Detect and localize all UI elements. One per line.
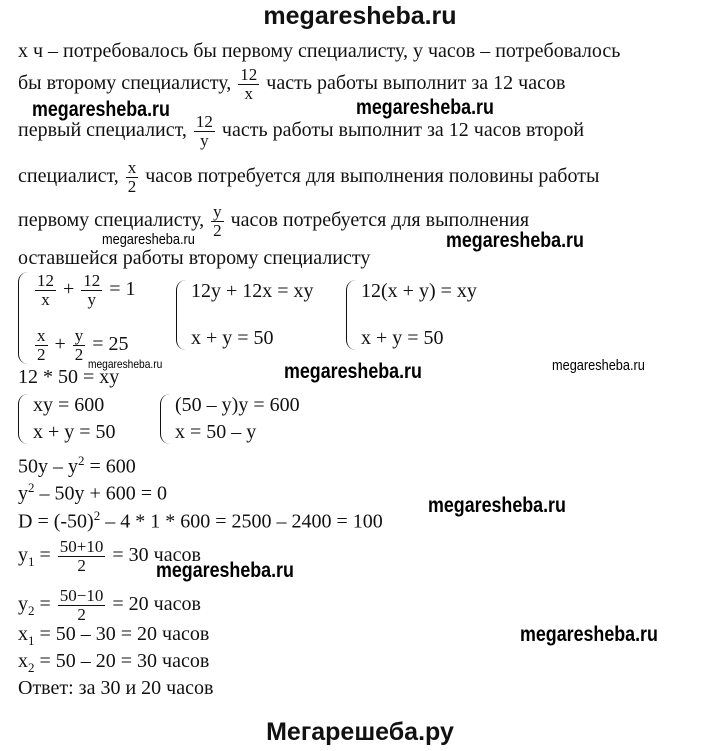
system-4 bbox=[18, 394, 116, 444]
system-row: xy = 600 bbox=[33, 394, 105, 416]
fraction bbox=[35, 327, 48, 364]
text: специалист, bbox=[18, 165, 119, 188]
t: = bbox=[34, 544, 56, 567]
denominator: 2 bbox=[74, 345, 84, 364]
t: D = (-50) bbox=[18, 510, 94, 533]
brace bbox=[160, 394, 171, 444]
rhs: = 1 bbox=[109, 278, 136, 301]
text: первый специалист, bbox=[18, 119, 187, 142]
denominator: 2 bbox=[77, 556, 86, 575]
text: часов потребуется для выполнения bbox=[230, 209, 530, 232]
t: = 50 – 30 = 20 часов bbox=[34, 623, 210, 645]
subscript: 2 bbox=[28, 603, 35, 619]
denominator: 2 bbox=[37, 345, 46, 364]
text: часть работы выполнит за 12 часов bbox=[266, 72, 566, 95]
watermark: megaresheba.ru bbox=[284, 360, 422, 383]
t: x bbox=[18, 623, 28, 645]
root-x2 bbox=[18, 650, 209, 679]
t: – 50y + 600 = 0 bbox=[34, 482, 168, 505]
exponent: 2 bbox=[93, 508, 101, 523]
subscript: 2 bbox=[28, 660, 35, 675]
t: – 4 * 1 * 600 = 2500 – 2400 = 100 bbox=[100, 510, 383, 533]
root-y2 bbox=[18, 587, 201, 624]
system-row: x = 50 – y bbox=[175, 421, 257, 443]
text-line-6: оставшейся работы второму специалисту bbox=[18, 247, 371, 269]
exponent: 2 bbox=[28, 480, 35, 495]
fraction bbox=[35, 272, 56, 309]
fraction bbox=[73, 327, 86, 364]
brace bbox=[346, 280, 357, 350]
fraction bbox=[58, 587, 106, 624]
watermark: megaresheba.ru bbox=[88, 357, 163, 371]
numerator: 12 bbox=[240, 65, 258, 84]
fraction-y-2 bbox=[211, 203, 224, 240]
system-3 bbox=[346, 280, 477, 350]
system-5 bbox=[160, 394, 300, 444]
t: = 50 – 20 = 30 часов bbox=[34, 650, 210, 672]
system-1 bbox=[18, 272, 136, 364]
subscript: 1 bbox=[28, 633, 35, 648]
fraction-x-2 bbox=[126, 159, 139, 196]
watermark: megaresheba.ru bbox=[156, 559, 294, 582]
watermark: megaresheba.ru bbox=[32, 98, 170, 121]
denominator: y bbox=[87, 290, 97, 309]
denominator: y bbox=[200, 131, 209, 150]
system-row: (50 – y)y = 600 bbox=[175, 394, 300, 416]
numerator: 50+10 bbox=[59, 537, 104, 556]
rhs: = 25 bbox=[92, 333, 129, 356]
watermark: megaresheba.ru bbox=[520, 623, 658, 646]
t: x bbox=[18, 650, 28, 672]
brace bbox=[176, 280, 187, 350]
discriminant bbox=[18, 505, 383, 533]
denominator: x bbox=[244, 84, 254, 103]
t: = bbox=[34, 593, 56, 616]
exponent: 2 bbox=[78, 453, 85, 468]
site-header: megaresheba.ru bbox=[263, 2, 457, 30]
t: = 30 часов bbox=[107, 544, 201, 567]
plus: + bbox=[63, 278, 75, 301]
text-line-4 bbox=[18, 159, 599, 196]
denominator: 2 bbox=[77, 605, 86, 624]
equation-2 bbox=[18, 450, 136, 478]
numerator: x bbox=[127, 158, 137, 177]
watermark: megaresheba.ru bbox=[428, 494, 566, 517]
root-x1 bbox=[18, 623, 209, 652]
t: y bbox=[18, 482, 28, 505]
numerator: y bbox=[74, 326, 84, 345]
t: = 600 bbox=[84, 455, 136, 478]
system-row bbox=[33, 272, 136, 309]
fraction bbox=[58, 538, 106, 575]
text: первому специалисту, bbox=[18, 209, 205, 232]
numerator: 50−10 bbox=[59, 586, 104, 605]
answer: Ответ: за 30 и 20 часов bbox=[18, 677, 214, 699]
system-row: x + y = 50 bbox=[191, 327, 274, 349]
text: бы второму специалисту, bbox=[18, 72, 232, 95]
watermark: megaresheba.ru bbox=[446, 229, 584, 252]
text: часть работы выполнит за 12 часов второй bbox=[221, 119, 585, 142]
t: 50y – y bbox=[18, 455, 78, 478]
numerator: x bbox=[37, 326, 46, 345]
t: y bbox=[18, 593, 28, 616]
brace bbox=[18, 272, 29, 364]
fraction-12-y bbox=[194, 113, 215, 150]
system-row: x + y = 50 bbox=[361, 327, 444, 349]
site-footer: Мегарешеба.ру bbox=[266, 718, 454, 746]
watermark: megaresheba.ru bbox=[552, 357, 645, 374]
text-line-1: x ч – потребовалось бы первому специалисту, y часов – потребовалось bbox=[18, 40, 621, 62]
numerator: y bbox=[213, 202, 222, 221]
system-row: 12(x + y) = xy bbox=[361, 280, 477, 302]
denominator: 2 bbox=[213, 221, 222, 240]
numerator: 12 bbox=[195, 112, 213, 131]
watermark: megaresheba.ru bbox=[356, 96, 494, 119]
numerator: 12 bbox=[83, 271, 101, 290]
numerator: 12 bbox=[37, 271, 54, 290]
system-2 bbox=[176, 280, 314, 350]
text: часов потребуется для выполнения половины работы bbox=[145, 165, 600, 188]
watermark: megaresheba.ru bbox=[102, 231, 195, 248]
equation-12-50: 12 * 50 = xy bbox=[18, 366, 120, 388]
fraction-12-x bbox=[238, 66, 259, 103]
system-row: 12y + 12x = xy bbox=[191, 280, 314, 302]
fraction bbox=[81, 272, 102, 309]
denominator: 2 bbox=[127, 177, 137, 196]
denominator: x bbox=[41, 290, 50, 309]
plus: + bbox=[54, 333, 66, 356]
t: y bbox=[18, 544, 28, 567]
equation-3 bbox=[18, 477, 167, 505]
system-row: x + y = 50 bbox=[33, 421, 116, 443]
brace bbox=[18, 394, 29, 444]
subscript: 1 bbox=[28, 554, 35, 570]
t: = 20 часов bbox=[107, 593, 201, 616]
